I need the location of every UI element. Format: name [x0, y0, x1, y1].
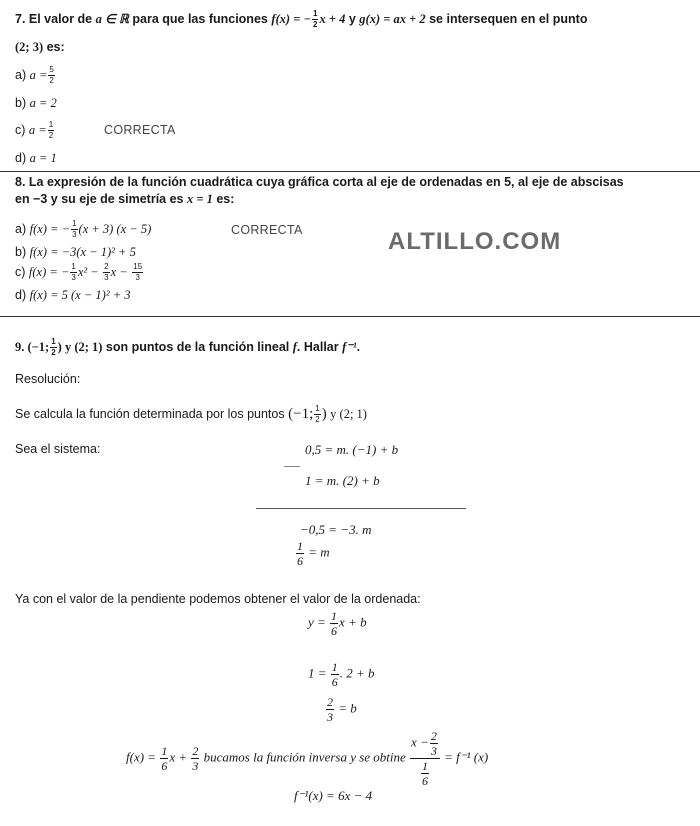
q9-result2-frac-d: 6: [297, 554, 303, 568]
q8-option-c-frac2: [103, 263, 109, 282]
q7-option-c-lhs: a =: [28, 122, 47, 137]
q9-inv-bigfrac-den: [420, 759, 430, 787]
q9-ya-text: Ya con el valor de la pendiente podemos obtener el valor de la ordenada:: [15, 592, 421, 606]
q9-inv-end: = f⁻¹ (x): [444, 749, 489, 765]
q8-statement-line2: [15, 192, 234, 207]
q9-point1-frac: [50, 338, 56, 357]
q7-point: (2; 3): [15, 40, 44, 54]
q8-option-a-frac-d: 3: [72, 230, 77, 239]
q8-option-c: [15, 263, 144, 282]
q8-option-b: [15, 245, 136, 260]
q7-mid: para que las funciones: [132, 11, 268, 26]
q7-statement: [15, 10, 587, 29]
q9-system-eq2: 1 = m. (2) + b: [305, 473, 380, 488]
q7-g: g(x) = ax + 2: [359, 11, 426, 26]
q9-eq-b-rhs: = b: [338, 700, 357, 716]
q8-option-c-frac1: [70, 263, 76, 282]
q9-inv-frac1: [160, 745, 168, 772]
q9-inv-mid: x +: [169, 749, 188, 765]
q9-calc-line: [15, 405, 367, 424]
q7-option-a-label: a): [15, 67, 27, 82]
q8-option-a-rhs: (x + 3) (x − 5): [78, 221, 152, 236]
q7-f-frac-d: 2: [313, 20, 318, 29]
q9-eq-inverse: [126, 730, 488, 787]
q7-option-d-value: a = 1: [29, 151, 57, 165]
q8-line2-c: es:: [216, 192, 235, 206]
q7-option-b: [15, 96, 57, 111]
q7-option-a: [15, 66, 56, 85]
q9-resolucion: Resolución:: [15, 372, 81, 386]
q9-eq-sub-frac-n: 1: [331, 660, 338, 674]
q7-option-d: [15, 151, 57, 166]
q9-eq-y-frac: [330, 610, 338, 637]
q9-eq-b-frac: [326, 696, 334, 723]
divider-q8-q9: [0, 316, 700, 317]
q7-option-a-lhs: a =: [29, 67, 48, 82]
watermark-altillo: ALTILLO.COM: [388, 228, 562, 255]
q9-inv-bigfrac-den-frac: [421, 760, 429, 787]
q7-option-d-label: d): [15, 151, 27, 165]
q9-inv-lhs: f(x) =: [126, 749, 157, 765]
q9-system-result1: −0,5 = −3. m: [300, 522, 372, 537]
q7-f-frac-n: 1: [313, 9, 318, 18]
q7-statement-line2: [15, 40, 65, 55]
q9-inv-frac2-d: 3: [192, 759, 199, 773]
q7-option-b-value: a = 2: [29, 96, 57, 110]
q9-system-minus: [284, 466, 300, 467]
q9-calc-text: Se calcula la función determinada por los puntos: [15, 406, 285, 421]
q8-option-c-lhs: f(x) = −: [28, 264, 70, 279]
q9-calc-frac-n: 1: [315, 404, 320, 413]
q7-option-c-frac-d: 2: [48, 131, 54, 140]
q9-point1-end: ) y (2; 1): [57, 339, 103, 354]
q9-result2-rhs: = m: [308, 544, 330, 560]
q9-inv-frac1-n: 1: [161, 744, 168, 758]
q9-inv-bigfrac-num-frac-d: 3: [430, 744, 437, 758]
q8-option-c-t2: x −: [110, 264, 128, 279]
q8-option-a: [15, 220, 151, 239]
q9-dot: .: [356, 339, 361, 354]
q9-calc-frac: [314, 405, 320, 424]
q9-text: son puntos de la función lineal: [105, 339, 290, 354]
q9-eq-y-rhs: x + b: [339, 614, 367, 630]
q9-inv-frac2-n: 2: [192, 744, 199, 758]
q7-option-c-frac: [48, 121, 54, 140]
q8-option-a-frac: [71, 220, 77, 239]
q9-calc-y: y (2; 1): [330, 406, 367, 421]
q9-point1-frac-d: 2: [51, 348, 56, 357]
q8-option-c-t1: x² −: [77, 264, 99, 279]
q7-f-lhs: f(x) = −: [271, 11, 312, 26]
q7-f-frac: [312, 10, 318, 29]
q9-eq-b-frac-d: 3: [327, 710, 333, 724]
q9-inv-frac2: [191, 745, 199, 772]
q9-eq-sub-frac: [331, 661, 339, 688]
q9-system-result2: [295, 540, 330, 567]
q9-eq-sub-rhs: . 2 + b: [339, 665, 375, 681]
q9-inv-bigfrac-den-frac-d: 6: [421, 774, 428, 788]
q9-eq-y-frac-d: 6: [331, 624, 338, 638]
q8-option-c-frac2-n: 2: [104, 262, 109, 271]
q9-inv-bigfrac-num-frac: [430, 730, 438, 757]
q8-statement-line1: 8. La expresión de la función cuadrática cuya gráfica corta al eje de ordenadas en 5, al eje de abscisas: [15, 175, 624, 189]
q9-eq-sub-lhs: 1 =: [308, 665, 327, 681]
q9-calc-pt1a: (−1;: [288, 405, 314, 422]
q7-es: es:: [46, 40, 65, 54]
q9-result2-frac: [296, 540, 304, 567]
q9-inv-frac1-d: 6: [161, 759, 168, 773]
q7-option-b-label: b): [15, 96, 27, 110]
q8-option-c-frac1-d: 3: [71, 273, 76, 282]
q8-option-a-label: a): [15, 221, 27, 236]
q8-option-c-label: c): [15, 264, 26, 279]
q7-option-c-frac-n: 1: [48, 120, 54, 129]
q8-option-d-value: f(x) = 5 (x − 1)² + 3: [29, 288, 131, 302]
q9-eq-b: [325, 696, 357, 723]
q9-inv-bigfrac: [410, 730, 440, 787]
q7-f-rhs: x + 4: [319, 11, 346, 26]
q7-end: se intersequen en el punto: [429, 11, 588, 26]
q8-option-c-frac3-n: 15: [133, 262, 143, 271]
q9-point1-frac-n: 1: [51, 337, 56, 346]
q7-var-a: a ∈ ℝ: [95, 11, 129, 26]
q9-inv-text: bucamos la función inversa y se obtine: [203, 749, 406, 765]
q9-statement: [15, 338, 360, 357]
q8-option-d: [15, 288, 131, 303]
q8-line2-b: x = 1: [186, 192, 213, 206]
q7-option-a-frac-n: 5: [49, 65, 54, 74]
q8-option-c-frac3-d: 3: [135, 273, 140, 282]
q9-inv-bigfrac-num: [410, 730, 440, 759]
q9-eq-b-frac-n: 2: [327, 695, 333, 709]
q9-hallar: . Hallar: [296, 339, 339, 354]
q9-final-result: f⁻¹(x) = 6x − 4: [294, 788, 373, 803]
q7-option-a-frac-d: 2: [49, 76, 54, 85]
q7-option-c-label: c): [15, 122, 26, 137]
q9-eq-substitution: [308, 661, 375, 688]
q9-calc-frac-d: 2: [315, 415, 320, 424]
q9-result2-frac-n: 1: [297, 539, 303, 553]
q8-option-c-frac2-d: 3: [104, 273, 109, 282]
q8-option-b-value: f(x) = −3(x − 1)² + 5: [29, 245, 136, 259]
q7-y: y: [348, 11, 356, 26]
q8-option-c-frac3: [132, 263, 143, 282]
q8-option-a-lhs: f(x) = −: [29, 221, 71, 236]
q9-eq-sub-frac-d: 6: [331, 675, 338, 689]
q9-f: f: [292, 339, 297, 354]
q8-option-a-frac-n: 1: [72, 219, 77, 228]
q8-option-d-label: d): [15, 288, 27, 302]
divider-q7-q8: [0, 171, 700, 172]
q7-intro: 7. El valor de: [15, 11, 93, 26]
q8-option-c-frac1-n: 1: [71, 262, 76, 271]
q8-correct-mark: CORRECTA: [231, 223, 303, 237]
q8-line2-a: en −3 y su eje de simetría es: [15, 192, 184, 206]
q9-inv-bigfrac-num-text: x −: [411, 734, 429, 750]
q9-eq-y-lhs: y =: [308, 614, 326, 630]
q9-inv-bigfrac-num-frac-n: 2: [430, 729, 437, 743]
q9-eq-y: [308, 610, 367, 637]
q7-correct-mark: CORRECTA: [104, 123, 176, 137]
q9-inv-bigfrac-den-frac-n: 1: [421, 759, 428, 773]
q9-calc-pt1b: ): [321, 405, 327, 422]
q9-sea-sistema: Sea el sistema:: [15, 442, 101, 456]
q7-option-c: [15, 121, 55, 140]
q9-point1-start: 9. (−1;: [15, 339, 50, 354]
q7-option-a-frac: [48, 66, 54, 85]
q9-eq-y-frac-n: 1: [331, 609, 338, 623]
q9-system-rule: [256, 508, 466, 509]
q9-finv: f⁻¹: [342, 339, 357, 354]
q9-system-eq1: 0,5 = m. (−1) + b: [305, 442, 399, 457]
q8-option-b-label: b): [15, 245, 27, 259]
